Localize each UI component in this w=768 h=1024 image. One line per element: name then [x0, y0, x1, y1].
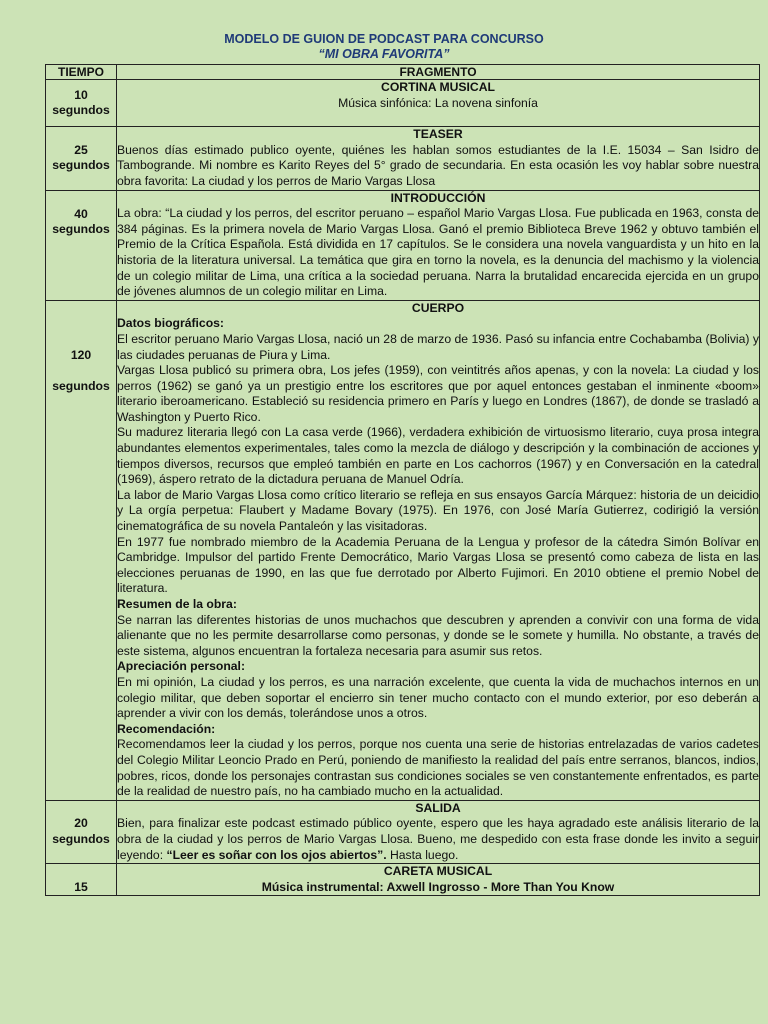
teaser-text: Buenos días estimado publico oyente, quiénes les hablan somos estudiantes de la I.E. 15034 – San Isidro de Tambogrande. Mi nombre es Karito Reyes del 5° grado de secundaria. En esta ocasión les voy hablar sobre nuestra obra favorita: La ciudad y los perros de Mario Vargas Llosa	[117, 142, 759, 188]
table-row	[46, 190, 760, 300]
podcast-script-table	[45, 64, 760, 896]
fragment-cell	[117, 300, 760, 800]
time-cell	[46, 300, 117, 800]
table-row	[46, 300, 760, 800]
time-unit: segundos	[52, 158, 110, 173]
recommendation-text: Recomendamos leer la ciudad y los perros, porque nos cuenta una serie de historias entrelazadas de varios cadetes del Colegio Militar Leoncio Prado en Perú, poniendo de manifiesto la realidad del país entre serranos, blancos, indios, pobres, ricos, donde los personajes contrastan sus condiciones sociales se ven constantemente enfrentados, es parte de la realidad de nuestro país, no ha cambiado mucho en la actualidad.	[117, 737, 759, 799]
header-time: TIEMPO	[46, 65, 117, 80]
bio-paragraph: Su madurez literaria llegó con La casa verde (1966), verdadera exhibición de virtuosismo literario, cuya prosa integra abundantes elementos experimentales, tales como la mezcla de diálogo y descripción y la combinación de acciones y tiempos diversos, recursos que empleó también en parte en Los cachorros (1967) y en Conversación en la catedral (1969), áspero retrato de la dictadura peruana de Manuel Odría.	[117, 425, 759, 487]
section-heading: TEASER	[413, 127, 463, 142]
time-cell	[46, 864, 117, 896]
summary-label: Resumen de la obra:	[117, 597, 237, 611]
time-value: 120	[70, 347, 92, 362]
time-cell	[46, 190, 117, 300]
table-row	[46, 80, 760, 127]
closing-text	[117, 816, 759, 863]
time-value: 20	[74, 816, 88, 831]
time-cell	[46, 127, 117, 190]
time-unit: segundos	[52, 378, 110, 393]
music-description: Música sinfónica: La novena sinfonía	[338, 95, 538, 110]
bio-paragraph: El escritor peruano Mario Vargas Llosa, nació un 28 de marzo de 1936. Pasó su infancia entre Cochabamba (Bolivia) y las ciudades peruanas de Piura y Lima.	[117, 331, 759, 362]
opinion-label: Apreciación personal:	[117, 659, 246, 674]
fragment-cell	[117, 80, 760, 127]
document-title	[0, 0, 768, 62]
bio-paragraph: Vargas Llosa publicó su primera obra, Los jefes (1959), con veintitrés años apenas, y con la novela: La ciudad y los perros (1962) se ganó ya un prestigio entre los escritores que por aquel entonces gestaban el inminente «boom» literario iberoamericano. Estableció su residencia primero en París y luego en Londres (1867), de donde se trasladó a Washington y Puerto Rico.	[117, 363, 759, 424]
table-row	[46, 800, 760, 863]
time-unit: segundos	[52, 222, 110, 237]
section-heading: SALIDA	[415, 800, 461, 815]
section-heading: CUERPO	[411, 300, 465, 315]
time-value: 40	[74, 206, 88, 221]
table-header-row	[46, 65, 760, 80]
table-row	[46, 864, 760, 896]
fragment-cell	[117, 190, 760, 300]
section-heading: CARETA MUSICAL	[383, 864, 493, 879]
fragment-cell	[117, 127, 760, 190]
time-cell	[46, 80, 117, 127]
bio-paragraph: En 1977 fue nombrado miembro de la Academia Peruana de la Lengua y profesor de la cátedra Simón Bolívar en Cambridge. Impulsor del partido Frente Democrático, Mario Vargas Llosa se presentó como cabeza de lista en las elecciones peruanas de 1990, en las que fue derrotado por Alberto Fujimori. En 2010 obtiene el premio Nobel de literatura.	[117, 534, 759, 596]
summary-text: Se narran las diferentes historias de unos muchachos que descubren y aprenden a convivir con una forma de vida alienante que no les permite desarrollarse como personas, y donde se le somete y humilla. No obstante, a través de este sistema, algunos encuentran la fortaleza necesaria para asumir sus retos.	[117, 612, 759, 658]
time-value: 10	[74, 87, 88, 102]
time-unit: segundos	[52, 831, 110, 846]
section-heading: INTRODUCCIÓN	[390, 190, 486, 205]
table-row	[46, 127, 760, 190]
time-value: 15	[74, 879, 88, 894]
opinion-text: En mi opinión, La ciudad y los perros, es una narración excelente, que cuenta la vida de muchachos internos en un colegio militar, que deben soportar el encierro sin tener mucho contacto con el mundo exterior, por eso deberán a aprender a vivir con los demás, tolerándose unos a otros.	[117, 674, 759, 721]
music-description: Música instrumental: Axwell Ingrosso - More Than You Know	[261, 879, 615, 894]
bio-label: Datos biográficos:	[117, 316, 224, 331]
title-line-1: MODELO DE GUION DE PODCAST PARA CONCURSO	[224, 32, 544, 46]
time-cell	[46, 800, 117, 863]
time-unit: segundos	[52, 103, 110, 118]
intro-text: La obra: “La ciudad y los perros, del escritor peruano – español Mario Vargas Llosa. Fue publicada en 1963, consta de 384 páginas. Es la primera novela de Mario Vargas Llosa. Ganó el premio Biblioteca Breve 1962 y obtuvo también el Premio de la Crítica Española. Está dividida en 17 capítulos. Se le considera una novela vanguardista y un hito en la historia de la literatura universal. La temática que gira en torno la novela, es la denuncia del machismo y la violencia de un colegio militar de Lima, una crítica a la sociedad peruana. Narra la brutalidad encarecida ejercida en un grupo de jóvenes alumnos de un colegio militar en Lima.	[117, 206, 759, 299]
closing-quote: “Leer es soñar con los ojos abiertos”.	[166, 847, 387, 862]
fragment-cell	[117, 864, 760, 896]
header-fragment: FRAGMENTO	[117, 65, 760, 80]
fragment-cell	[117, 800, 760, 863]
time-value: 25	[74, 142, 88, 157]
title-line-2: “MI OBRA FAVORITA”	[318, 47, 450, 61]
closing-text-start: Bien, para finalizar este podcast estimado público oyente, espero que les haya agradado este análisis literario de la obra de la ciudad y los perros de Mario Vargas Llosa. Bueno, me despedido con esta frase donde les invito a seguir leyendo:	[117, 816, 759, 862]
section-heading: CORTINA MUSICAL	[381, 80, 495, 94]
bio-paragraph: La labor de Mario Vargas Llosa como crítico literario se refleja en sus ensayos García Márquez: historia de un deicidio y La orgía perpetua: Flaubert y Madame Bovary (1975). En 1976, con José María Gutierrez, codirigió la versión cinematográfica de su novela Pantaleón y las visitadoras.	[117, 487, 759, 534]
closing-text-end: Hasta luego.	[386, 847, 459, 862]
recommendation-label: Recomendación:	[117, 721, 216, 736]
